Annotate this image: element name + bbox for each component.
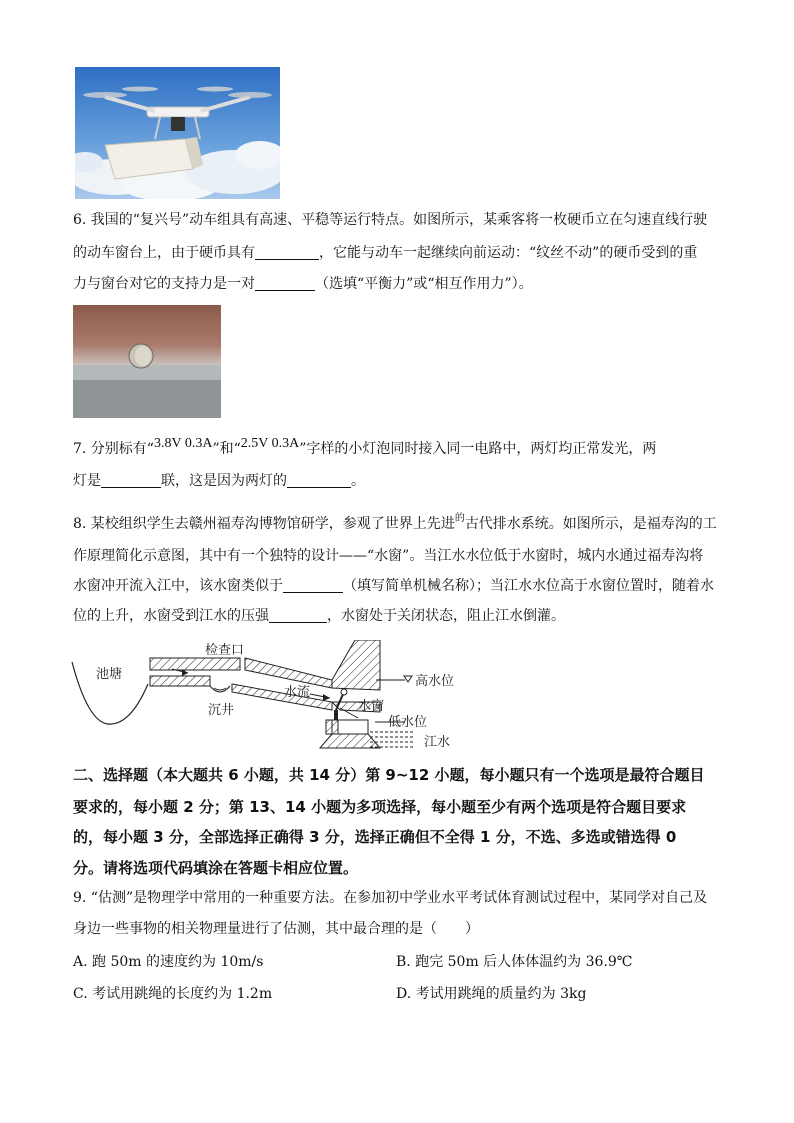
lamp-spec-1: 3.8V 0.3A: [153, 436, 213, 451]
q7-line2: 灯是 联，这是因为两灯的 。: [73, 473, 365, 489]
river-label: 江水: [424, 735, 451, 750]
q8-line4: 位的上升，水窗受到江水的压强 ，水窗处于关闭状态，阻止江水倒灌。: [73, 608, 565, 624]
well-label: 沉井: [208, 703, 235, 718]
coin-photo: [73, 305, 221, 418]
section2-line3: 的，每小题 3 分，全部选择正确得 3 分，选择正确但不全得 1 分，不选、多选或错选得 0: [73, 828, 677, 846]
high-level-label: 高水位: [415, 674, 455, 689]
option-a[interactable]: A. 跑 50m 的速度约为 10m/s: [73, 954, 264, 970]
drone-photo: [75, 67, 280, 199]
option-c[interactable]: C. 考试用跳绳的长度约为 1.2m: [73, 986, 273, 1002]
flow-label: 水流: [284, 685, 311, 700]
q6-line1: 6. 我国的“复兴号”动车组具有高速、平稳等运行特点。如图所示，某乘客将一枚硬币立在匀速直线行驶: [73, 212, 708, 228]
window-label: 水窗: [358, 699, 385, 714]
q8-line1: 8. 某校组织学生去赣州福寿沟博物馆研学，参观了世界上先进$^的$古代排水系统。如图所示，是福寿沟的工: [73, 513, 717, 532]
answer-blank[interactable]: [269, 606, 327, 623]
section2-line2: 要求的，每小题 2 分；第 13、14 小题为多项选择，每小题至少有两个选项是符合题目要求: [73, 798, 687, 816]
lamp-spec-2: 2.5V 0.3A: [240, 436, 300, 451]
q9-line2: 身边一些事物的相关物理量进行了估测，其中最合理的是（ ）: [73, 921, 479, 937]
option-d[interactable]: D. 考试用跳绳的质量约为 3kg: [396, 986, 587, 1002]
low-level-label: 低水位: [388, 715, 428, 730]
q8-line3: 水窗冲开流入江中，该水窗类似于 （填写简单机械名称）；当江水水位高于水窗位置时，随着水: [73, 578, 714, 594]
option-b[interactable]: B. 跑完 50m 后人体体温约为 36.9℃: [396, 954, 633, 970]
q8-line2: 作原理简化示意图，其中有一个独特的设计——“水窗”。当江水水位低于水窗时，城内水通过福寿沟将: [73, 548, 704, 564]
drainage-diagram: [70, 640, 470, 755]
section2-line4: 分。请将选项代码填涂在答题卡相应位置。: [73, 859, 359, 877]
pond-label: 池塘: [96, 667, 123, 682]
section2-line1: 二、选择题（本大题共 6 小题，共 14 分）第 9~12 小题，每小题只有一个选项是最符合题目: [73, 766, 705, 784]
inspection-label: 检查口: [205, 643, 245, 658]
q6-line2: 的动车窗台上，由于硬币具有 ，它能与动车一起继续向前运动：“纹丝不动”的硬币受到的重: [73, 245, 698, 261]
answer-blank[interactable]: [283, 576, 343, 593]
q6-line3: 力与窗台对它的支持力是一对 （选填“平衡力”或“相互作用力”）。: [73, 276, 533, 292]
q7-line1: 7. 分别标有“3.8V 0.3A”和“2.5V 0.3A”字样的小灯泡同时接入同一电路中，两灯均正常发光，两: [73, 436, 657, 457]
answer-blank[interactable]: [287, 471, 351, 488]
answer-blank[interactable]: [255, 274, 315, 291]
answer-blank[interactable]: [255, 243, 319, 260]
q9-line1: 9. “估测”是物理学中常用的一种重要方法。在参加初中学业水平考试体育测试过程中，某同学对自己及: [73, 890, 708, 906]
answer-blank[interactable]: [101, 471, 161, 488]
